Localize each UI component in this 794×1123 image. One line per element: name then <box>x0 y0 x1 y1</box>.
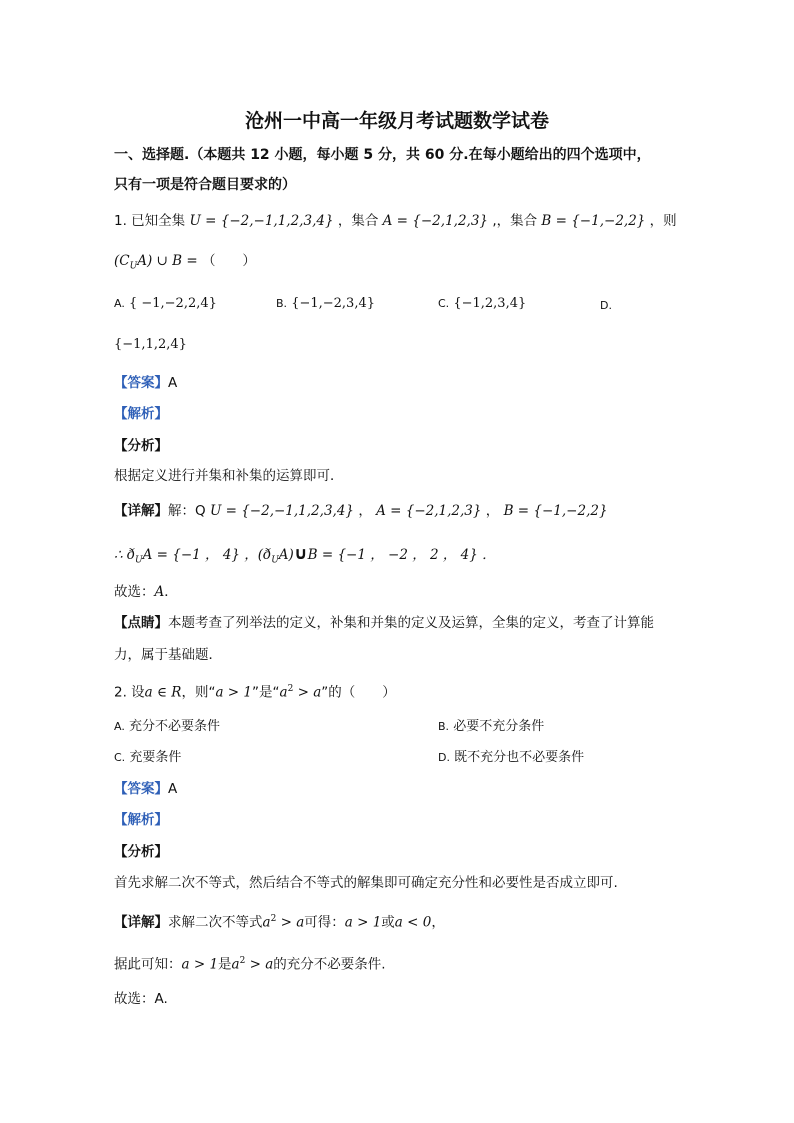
q2-stem <box>114 680 396 702</box>
q2-conclusion: 故选：A. <box>114 991 168 1007</box>
q1-conclusion-choice: A <box>154 584 165 600</box>
q1-union-symbol: ∪ <box>293 544 308 564</box>
q1-expression <box>114 252 256 276</box>
q2-option-d-value: 既不充分也不必要条件 <box>454 750 585 765</box>
q1-fenxi-tag: 【分析】 <box>114 438 168 454</box>
q2-detail-intro: 求解二次不等式 <box>168 914 263 931</box>
q2-p: a > 1 <box>215 684 253 701</box>
q1-option-d-label <box>600 297 612 315</box>
q2-detail-r1: a > 1 <box>344 914 382 931</box>
q2-stem-b: ，则“ <box>181 684 216 701</box>
q2-option-a-value: 充分不必要条件 <box>128 719 220 734</box>
q2-detail-tag: 【详解】 <box>114 914 168 931</box>
q1-therefore-rest: A = {−1 ， 4} ，(ð <box>142 547 272 563</box>
q2-answer <box>114 780 177 798</box>
q2-detail-c: ， <box>431 914 445 931</box>
q2-detail <box>114 910 445 932</box>
q1-option-c-value: {−1,2,3,4} <box>453 296 527 311</box>
q2-since-c: 的充分不必要条件. <box>273 956 386 973</box>
q1-comment-text-1: 本题考查了列举法的定义，补集和并集的定义及运算，全集的定义，考查了计算能 <box>168 615 654 631</box>
q1-analysis-tag: 【解析】 <box>114 406 168 422</box>
q2-stem-start: 2. 设 <box>114 684 145 701</box>
q2-detail-r2: a < 0 <box>394 914 432 931</box>
q1-option-c <box>438 295 526 313</box>
q1-comment-line-2: 力，属于基础题． <box>114 647 222 663</box>
q2-since-q: a <box>231 956 240 973</box>
q2-detail-b: 可得： <box>304 914 345 931</box>
q2-detail-or: 或 <box>381 914 395 931</box>
q1-therefore-rest2: A) <box>278 547 294 563</box>
q2-option-a-label: A. <box>114 720 125 733</box>
q2-stem-c: ”是“ <box>252 684 280 701</box>
q1-option-d-value-text: {−1,1,2,4} <box>114 337 187 352</box>
section-heading-line-2: 只有一项是符合题目要求的） <box>114 177 296 193</box>
q1-expr-rest: A) ∪ B = <box>137 253 198 269</box>
q2-q: a <box>279 684 288 701</box>
q1-set-a: A = {−2,1,2,3} <box>382 213 489 229</box>
q2-option-d-label: D. <box>438 751 450 764</box>
q1-detail-c1: ， <box>358 503 372 519</box>
q2-since-q2: > a <box>245 956 274 973</box>
q1-option-b-label: B. <box>276 297 288 310</box>
q1-therefore-start: ∴ ð <box>114 547 136 563</box>
q1-sep1: ，集合 <box>337 213 379 229</box>
q1-expr-sub: U <box>129 261 138 272</box>
q1-paren: （ ） <box>201 253 256 269</box>
q2-option-b <box>438 718 544 736</box>
q2-option-c-label: C. <box>114 751 126 764</box>
q1-option-b <box>276 295 375 313</box>
q2-q2: > a <box>293 684 322 701</box>
q1-option-a-value: { −1,−2,2,4} <box>128 296 217 311</box>
q1-stem-text: 1. 已知全集 <box>114 213 186 229</box>
q2-option-d <box>438 749 584 767</box>
q2-detail-q-sup: 2 <box>270 914 277 924</box>
q2-option-b-value: 必要不充分条件 <box>453 719 545 734</box>
page-title: 沧州一中高一年级月考试题数学试卷 <box>244 110 549 132</box>
q2-option-c-value: 充要条件 <box>129 750 182 765</box>
q1-option-a-label: A. <box>114 297 125 310</box>
q1-conclusion-text: 故选： <box>114 584 155 600</box>
q2-since-p: a > 1 <box>181 956 219 973</box>
q1-detail-intro: 解：Q <box>168 503 206 519</box>
q2-analysis-tag: 【解析】 <box>114 812 168 828</box>
q2-since <box>114 952 386 974</box>
q1-therefore-sub: U <box>135 555 143 566</box>
q2-option-c <box>114 749 181 767</box>
q1-answer-value: A <box>168 375 178 391</box>
q1-answer <box>114 374 177 392</box>
q1-answer-tag: 【答案】 <box>114 375 168 391</box>
section-heading-line-1: 一、选择题.（本题共 12 小题，每小题 5 分，共 60 分.在每小题给出的四个选项中， <box>114 147 651 163</box>
q2-since-q-sup: 2 <box>239 956 246 966</box>
q1-detail-u: U = {−2,−1,1,2,3,4} <box>209 503 355 519</box>
q1-option-d-label-text: D. <box>600 299 612 312</box>
q2-stem-d: ”的（ ） <box>321 684 396 701</box>
q1-conclusion <box>114 583 178 601</box>
q1-fenxi-text: 根据定义进行并集和补集的运算即可． <box>114 468 344 484</box>
q1-option-d-value <box>114 336 187 354</box>
q1-sep3: ，则 <box>649 213 677 229</box>
q1-detail-bset: B = {−1,−2,2} <box>503 503 608 519</box>
q2-condition: a ∈ R <box>144 684 182 701</box>
q2-q-sup: 2 <box>287 684 294 694</box>
q1-therefore <box>114 545 496 570</box>
q1-detail-c2: ， <box>485 503 500 519</box>
q2-option-b-label: B. <box>438 720 450 733</box>
q1-stem <box>114 212 677 230</box>
q1-conclusion-end: ． <box>164 584 178 600</box>
q2-option-a <box>114 718 220 736</box>
q1-comment-tag: 【点睛】 <box>114 615 168 631</box>
q2-answer-tag: 【答案】 <box>114 781 168 797</box>
q2-fenxi-tag: 【分析】 <box>114 844 168 860</box>
q1-detail <box>114 502 608 520</box>
q1-option-c-label: C. <box>438 297 450 310</box>
q2-detail-q: a <box>262 914 271 931</box>
q2-fenxi-text: 首先求解二次不等式，然后结合不等式的解集即可确定充分性和必要性是否成立即可. <box>114 875 618 891</box>
q2-answer-value: A <box>168 781 178 797</box>
q1-set-b: B = {−1,−2,2} <box>541 213 646 229</box>
q1-universal-set: U = {−2,−1,1,2,3,4} <box>189 213 334 229</box>
q1-option-b-value: {−1,−2,3,4} <box>291 296 375 311</box>
q2-since-b: 是 <box>218 956 232 973</box>
q1-therefore-sub2: U <box>271 555 279 566</box>
q2-detail-q2: > a <box>276 914 305 931</box>
q2-since-a: 据此可知： <box>114 956 182 973</box>
q1-therefore-rest3: B = {−1 ， −2 ， 2 ， 4} ． <box>307 547 496 563</box>
q1-comment-line-1 <box>114 614 654 632</box>
q1-detail-tag: 【详解】 <box>114 503 168 519</box>
q1-sep2: ,，集合 <box>492 213 538 229</box>
q1-option-a <box>114 295 217 313</box>
q1-detail-aset: A = {−2,1,2,3} <box>376 503 482 519</box>
q1-expr-start: (C <box>114 253 130 269</box>
